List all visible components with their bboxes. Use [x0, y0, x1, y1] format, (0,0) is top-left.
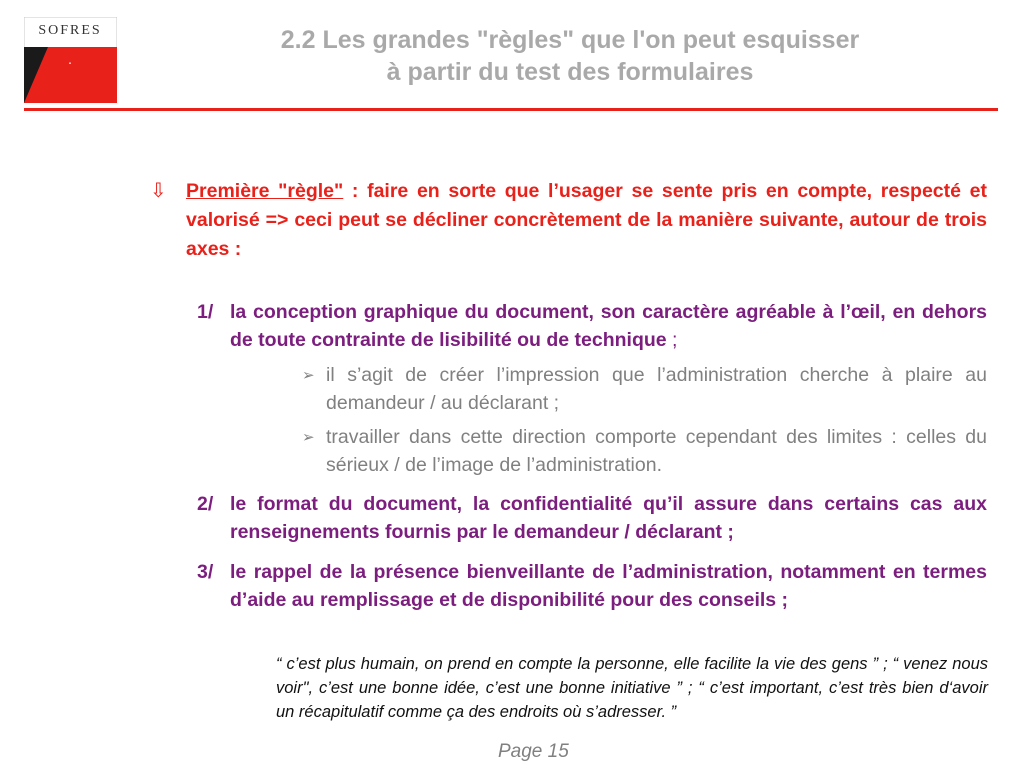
- page-number: Page 15: [498, 741, 569, 762]
- title-line-1: 2.2 Les grandes "règles" que l'on peut esquisser: [280, 26, 860, 54]
- axis-text: le format du document, la confidentialité qu’il assure dans certains cas aux renseignements fournis par le demandeur / déclarant ;: [230, 493, 987, 543]
- first-rule-label: Première "règle": [186, 180, 344, 202]
- axis-number: 3/: [197, 561, 214, 583]
- sub-item-2: [302, 423, 987, 479]
- axis-item-1: [197, 298, 987, 354]
- sofres-logo: [24, 17, 117, 103]
- axis-item-2: [197, 490, 987, 546]
- sub-item-text: travailler dans cette direction comporte cependant des limites : celles du sérieux / de l’image de l’administration.: [326, 426, 987, 476]
- arrow-bullet-icon: ➢: [302, 428, 315, 446]
- logo-dot: .: [68, 53, 72, 68]
- arrow-bullet-icon: ➢: [302, 366, 315, 384]
- axis-number: 2/: [197, 493, 214, 515]
- sub-item-text: il s’agit de créer l’impression que l’administration cherche à plaire au demandeur / au déclarant ;: [326, 364, 987, 414]
- sub-item-1: [302, 361, 987, 417]
- axis-text: le rappel de la présence bienveillante de l’administration, notamment en termes d’aide au remplissage et de disponibilité pour des conseils ;: [230, 561, 987, 611]
- axis-text: la conception graphique du document, son caractère agréable à l’œil, en dehors de toute contrainte de lisibilité ou de technique: [230, 301, 987, 351]
- slide-title: [160, 24, 980, 88]
- title-line-2: à partir du test des formulaires: [386, 58, 754, 86]
- down-arrow-icon: ⇩: [150, 178, 167, 202]
- title-divider: [24, 108, 998, 111]
- axis-number: 1/: [197, 301, 214, 323]
- user-quote: “ c’est plus humain, on prend en compte la personne, elle facilite la vie des gens ” ; “ venez nous voir", c’est une bonne idée, c’est une bonne initiative ” ; “ c’est important, c’est très bien d‘avoir un récapitulatif comme ça des endroits où s’adresser. ”: [276, 655, 988, 721]
- first-rule-paragraph: [186, 177, 987, 264]
- logo-text: SOFRES: [38, 23, 102, 38]
- axis-item-3: [197, 558, 987, 614]
- axis-tail: ;: [666, 329, 678, 351]
- first-rule-text: : faire en sorte que l’usager se sente pris en compte, respecté et valorisé => ceci peut se décliner concrètement de la manière suivante, autour de trois axes :: [186, 180, 987, 260]
